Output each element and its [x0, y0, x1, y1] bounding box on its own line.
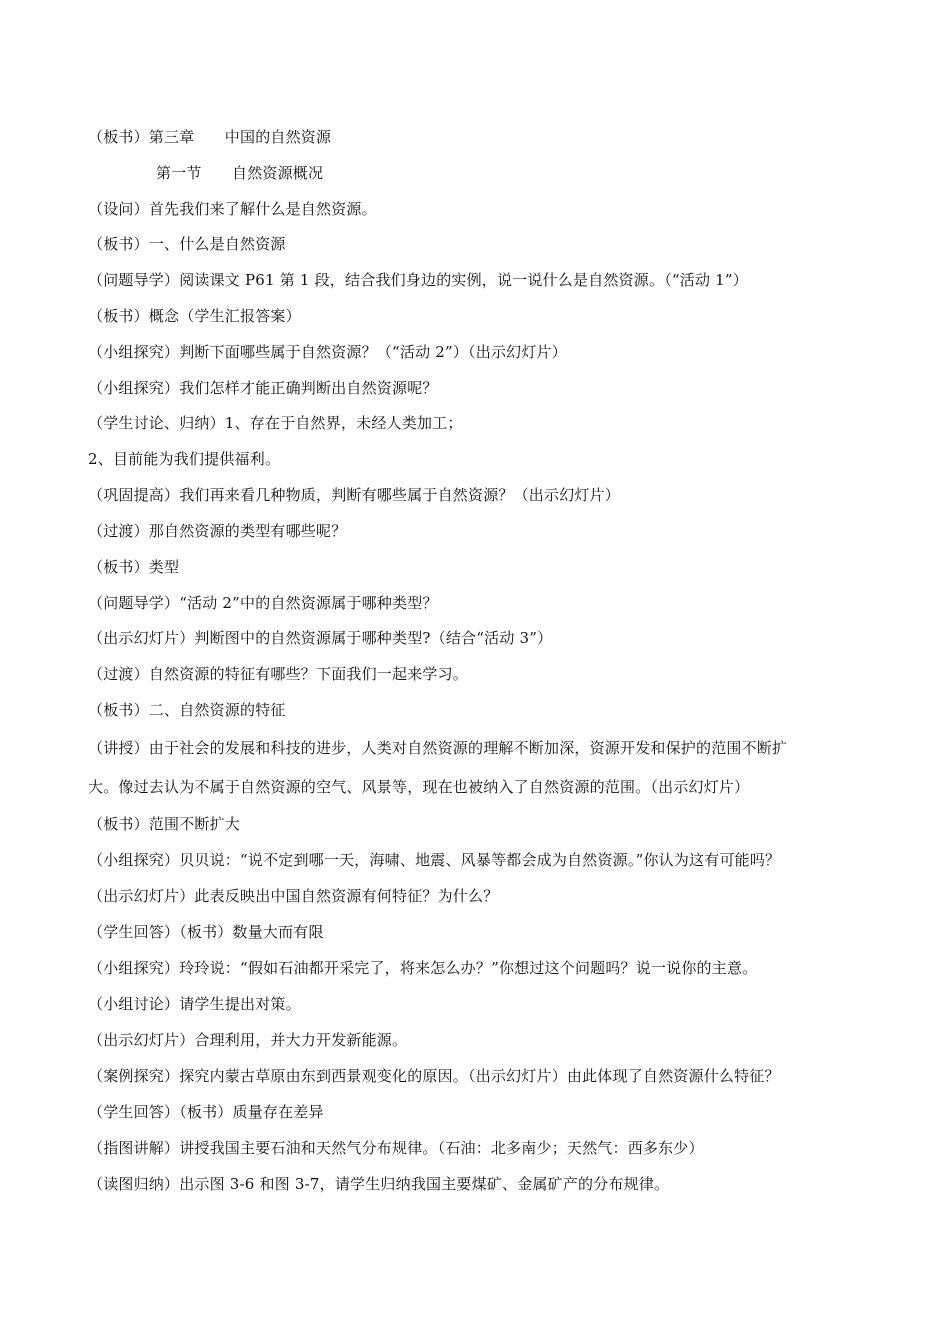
text-line: （板书）范围不断扩大	[88, 815, 241, 833]
text-line: （讲授）由于社会的发展和科技的进步，人类对自然资源的理解不断加深，资源开发和保护的范围不断扩	[88, 739, 788, 757]
text-line: （过渡）那自然资源的类型有哪些呢？	[88, 522, 347, 540]
text-line: （巩固提高）我们再来看几种物质，判断有哪些属于自然资源？（出示幻灯片）	[88, 486, 621, 504]
text-line: （学生回答）（板书）质量存在差异	[88, 1103, 324, 1121]
text-line: （指图讲解）讲授我国主要石油和天然气分布规律。（石油：北多南少；天然气：西多东少）	[88, 1139, 704, 1157]
text-line: （小组探究）贝贝说：“说不定到哪一天，海啸、地震、风暴等都会成为自然资源。”你认为这有可能吗？	[88, 851, 781, 869]
text-line: 大。像过去认为不属于自然资源的空气、风景等，现在也被纳入了自然资源的范围。（出示幻灯片）	[88, 778, 750, 796]
text-line: （小组讨论）请学生提出对策。	[88, 995, 301, 1013]
text-line: 2、目前能为我们提供福利。	[88, 450, 281, 468]
text-line: （出示幻灯片）此表反映出中国自然资源有何特征？为什么？	[88, 887, 499, 905]
text-line: （出示幻灯片）判断图中的自然资源属于哪种类型?（结合“活动 3”）	[88, 629, 553, 647]
text-line: （设问）首先我们来了解什么是自然资源。	[88, 200, 377, 218]
text-line: （出示幻灯片）合理利用，并大力开发新能源。	[88, 1031, 408, 1049]
text-line: 第一节 自然资源概况	[156, 164, 324, 182]
text-line: （板书）二、自然资源的特征	[88, 701, 286, 719]
text-line: （案例探究）探究内蒙古草原由东到西景观变化的原因。（出示幻灯片）由此体现了自然资源什么特征？	[88, 1067, 780, 1085]
text-line: （问题导学）阅读课文 P61 第 1 段，结合我们身边的实例，说一说什么是自然资源。（“活动 1”）	[88, 271, 748, 289]
text-line: （板书）概念（学生汇报答案）	[88, 307, 301, 325]
text-line: （学生回答）（板书）数量大而有限	[88, 923, 324, 941]
text-line: （学生讨论、归纳）1、存在于自然界，未经人类加工；	[88, 414, 463, 432]
text-line: （板书）类型	[88, 558, 180, 576]
text-line: （过渡）自然资源的特征有哪些？下面我们一起来学习。	[88, 665, 469, 683]
text-line: （小组探究）判断下面哪些属于自然资源？（“活动 2”）（出示幻灯片）	[88, 343, 567, 361]
text-line: （板书）一、什么是自然资源	[88, 235, 286, 253]
text-line: （小组探究）玲玲说：“假如石油都开采完了，将来怎么办？”你想过这个问题吗？说一说你的主意。	[88, 959, 758, 977]
text-line: （问题导学）“活动 2”中的自然资源属于哪种类型？	[88, 594, 438, 612]
text-line: （板书）第三章 中国的自然资源	[88, 128, 332, 146]
text-line: （读图归纳）出示图 3-6 和图 3-7，请学生归纳我国主要煤矿、金属矿产的分布规律。	[88, 1175, 670, 1193]
text-line: （小组探究）我们怎样才能正确判断出自然资源呢？	[88, 379, 438, 397]
